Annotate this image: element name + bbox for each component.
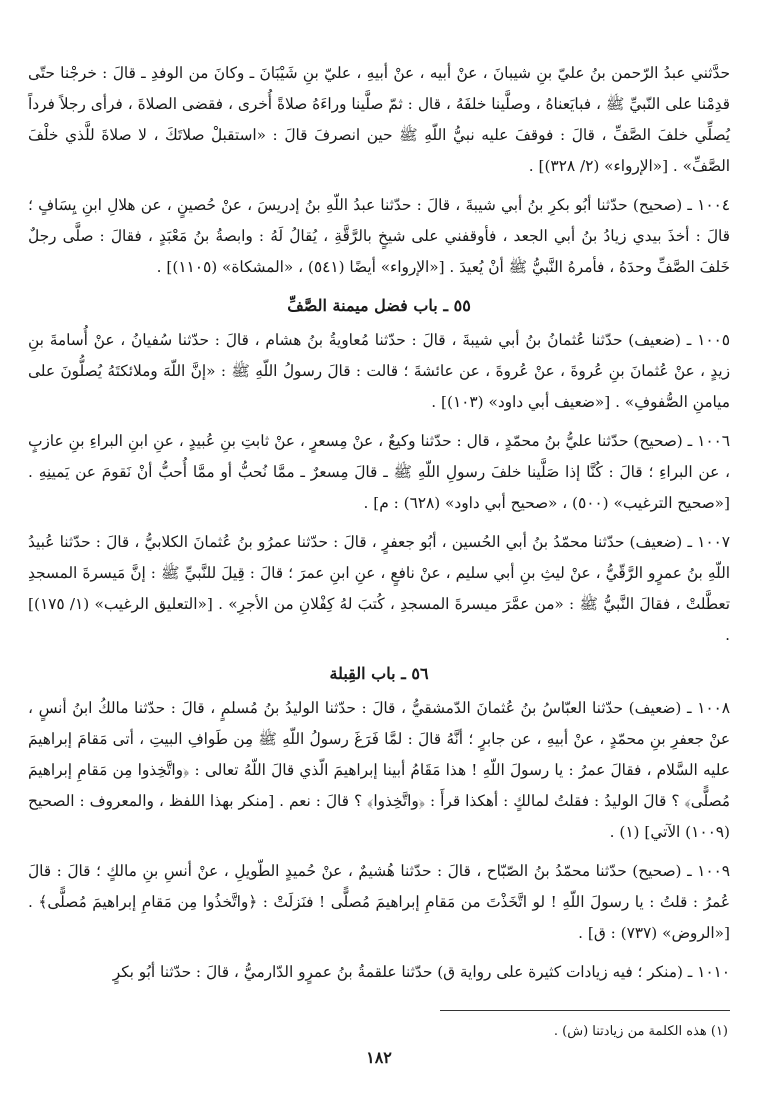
footnote-divider: [440, 1010, 730, 1011]
hadith-1006: ١٠٠٦ ـ (صحيح) حدّثنا عليُّ بنُ محمّدٍ ، قال : حدّثنا وكيعٌ ، عنْ مِسعرٍ ، عنْ ثابتِ بنِ عُبيدٍ ، عنِ ابنِ البراءِ بنِ عازبٍ ، عن البراءِ ؛ قالَ : كُنَّا إذا صَلَّينا خلفَ رسولِ اللّهِ ﷺ ـ قالَ مِسعرٌ ـ ممَّا نُحبُّ أو ممَّا أُحبُّ أنْ نَقومَ عن يَمينِهِ . [«صحيح الترغيب» (٥٠٠) ، «صحيح أبي داود» (٦٢٨) : م] .: [28, 432, 730, 512]
hadith-1007: ١٠٠٧ ـ (ضعيف) حدّثنا محمّدُ بنُ أبي الحُسين ، أبُو جعفرٍ ، قالَ : حدّثنا عمرُو بنُ عُثمانَ الكلابيُّ ، قالَ : حدّثنا عُبيدُ اللّهِ بنُ عمرٍو الرَّقّيُّ ، عنْ ليثِ بنِ أبي سليم ، عنْ نافعٍ ، عنِ ابنِ عمرَ ؛ قالَ : قِيلَ للنَّبيِّ ﷺ : إنَّ مَيسرةَ المسجدِ تعطَّلتْ ، فقالَ النَّبيُّ ﷺ : «من عمَّرَ ميسرةَ المسجدِ ، كُتبَ لهُ كِفْلانِ من الأجرِ» . [«التعليق الرغيب» (١/ ١٧٥)] .: [28, 533, 730, 644]
hadith-1009: ١٠٠٩ ـ (صحيح) حدّثنا محمّدُ بنُ الصّبّاح ، قالَ : حدّثنا هُشيمٌ ، عنْ حُميدٍ الطّويلِ ، عنْ أنسِ بنِ مالكٍ ؛ قالَ : قالَ عُمرُ : قلتُ : يا رسولَ اللّهِ ! لو اتَّخَذْتَ من مَقامِ إبراهيمَ مُصلًّى ! فنَزلَتْ : ﴿واتَّخذُوا مِن مَقامِ إبراهيمَ مُصلًّى﴾ . [«الروض» (٧٣٧) : ق] .: [28, 862, 730, 942]
page-number: ١٨٢: [366, 1048, 392, 1067]
footnote: (١) هذه الكلمة من زيادتنا (ش) .: [553, 1024, 728, 1039]
chapter-heading-56: ٥٦ ـ باب القِبلة: [329, 664, 429, 683]
hadith-1008: ١٠٠٨ ـ (ضعيف) حدّثنا العبّاسُ بنُ عُثمانَ الدّمشقيُّ ، قالَ : حدّثنا الوليدُ بنُ مُسلمٍ ، قالَ : حدّثنا مالكُ ابنُ أنسٍ ، عنْ جعفرِ بنِ محمّدٍ ، عنْ أبيهِ ، عن جابرٍ ؛ أنَّهُ قالَ : لمَّا فَرَغَ رسولُ اللّهِ ﷺ مِن طَوافِ البيتِ ، أتى مَقامَ إبراهيمَ عليه السَّلام ، فقالَ عمرُ : يا رسولَ اللّهِ ! هذا مَقَامُ أبينا إبراهيمَ الّذي قالَ اللّهُ تعالى : ﴿واتَّخِذوا مِن مَقامِ إبراهيمَ مُصلًّى﴾ ؟ قالَ الوليدُ : فقلتُ لمالكٍ : أهكذا قرأَ : ﴿واتَّخِذوا﴾ ؟ قالَ : نعم . [منكر بهذا اللفظ ، والمعروف : الصحيح (١٠٠٩) الآتي] (١) .: [28, 699, 730, 841]
hadith-1005: ١٠٠٥ ـ (ضعيف) حدّثنا عُثمانُ بنُ أبي شيبةَ ، قالَ : حدّثنا مُعاويةُ بنُ هشام ، قالَ : حدّثنا سُفيانُ ، عنْ أُسامةَ بنِ زيدٍ ، عنْ عُثمانَ بنِ عُروةَ ، عنْ عُروةَ ، عن عائشةَ ؛ قالت : قالَ رسولُ اللّهِ ﷺ : «إنَّ اللّهَ وملائكتَهُ يُصلُّونَ على ميامنِ الصُّفوفِ» . [«ضعيف أبي داود» (١٠٣)] .: [28, 331, 730, 411]
hadith-1004: ١٠٠٤ ـ (صحيح) حدّثنا أبُو بكرِ بنُ أبي شيبةَ ، قالَ : حدّثنا عبدُ اللّهِ بنُ إدريسَ ، عنْ حُصينٍ ، عن هلالِ ابنِ يِسَافٍ ؛ قالَ : أخذَ بيدي زيادُ بنُ أبي الجعد ، فأوقفني على شيخٍ بالرَّقَّةِ ، يُقالُ لَهُ : وابصةُ بنُ مَعْبَدٍ ، فقالَ : صلَّى رجلٌ خَلفَ الصَّفِّ وحدَهُ ، فأمرهُ النَّبيُّ ﷺ أنْ يُعيدَ . [«الإرواء» أيضًا (٥٤١) ، «المشكاة» (١١٠٥)] .: [28, 196, 730, 276]
hadith-paragraph-continued: حدَّثني عبدُ الرّحمن بنُ عليّ بنِ شيبانَ ، عنْ أبيه ، عنْ أبيهِ ، عليّ بنِ شَيْبَانَ ـ وكانَ من الوفدِ ـ قالَ : خرجْنا حتّى قدِمْنا على النّبيِّ ﷺ ، فبايَعناهُ ، وصلَّينا خلفَهُ ، قال : ثمّ صلَّينا وراءَهُ صلاةً أُخرى ، فقضى الصلاةَ ، فرأى رجلاً فرداً يُصلِّي خلفَ الصَّفِّ ، قالَ : فوقفَ عليه نبيُّ اللّهِ ﷺ حين انصرفَ قالَ : «استقبلْ صلاتَكَ ، لا صلاةَ للَّذي خلْفَ الصَّفِّ» . [«الإرواء» (٢/ ٣٢٨)] .: [28, 64, 730, 175]
chapter-heading-55: ٥٥ ـ باب فضل ميمنة الصَّفِّ: [287, 296, 471, 315]
hadith-1010: ١٠١٠ ـ (منكر ؛ فيه زيادات كثيرة على رواية ق) حدّثنا علقمةُ بنُ عمرٍو الدّارميُّ ، قالَ : حدّثنا أبُو بكرٍ: [112, 963, 730, 981]
page-body: [28, 58, 730, 996]
